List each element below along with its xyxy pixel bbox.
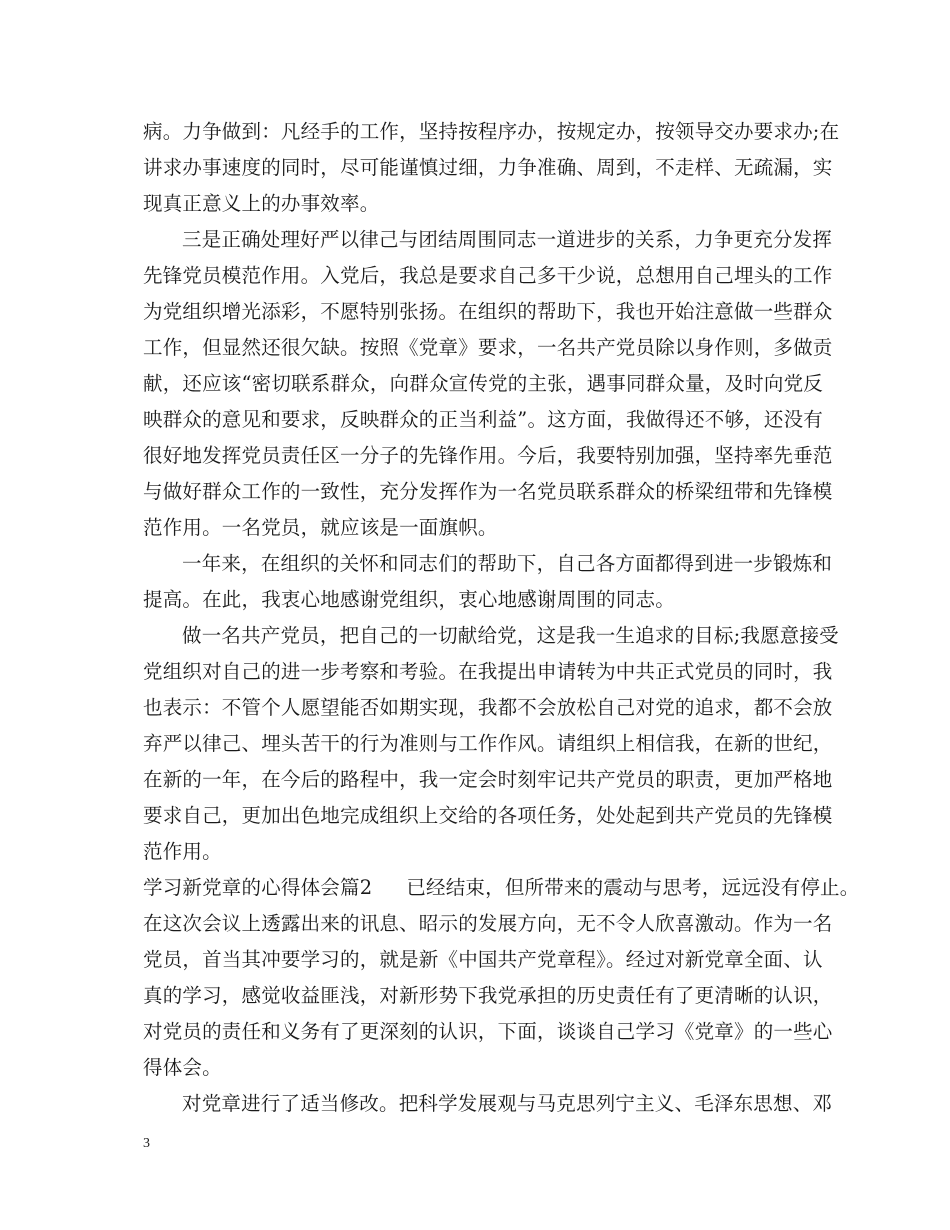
text-line: 要求自己，更加出色地完成组织上交给的各项任务，处处起到共产党员的先锋模 [143, 804, 833, 827]
paragraph-start-line: 一年来，在组织的关怀和同志们的帮助下，自己各方面都得到进一步锻炼和 [182, 552, 833, 575]
text-line: 献，还应该“密切联系群众，向群众宣传党的主张，遇事同群众量，及时向党反 [143, 372, 823, 395]
text-line: 提高。在此，我衷心地感谢党组织，衷心地感谢周围的同志。 [143, 588, 675, 611]
text-line: 范作用。一名党员，就应该是一面旗帜。 [143, 516, 498, 539]
text-line: 很好地发挥党员责任区一分子的先锋作用。今后，我要特别加强，坚持率先垂范 [143, 444, 833, 467]
paragraph-start-line: 对党章进行了适当修改。把科学发展观与马克思列宁主义、毛泽东思想、邓 [182, 1092, 833, 1115]
text-line: 真的学习，感觉收益匪浅，对新形势下我党承担的历史责任有了更清晰的认识， [143, 984, 833, 1007]
text-line: 弃严以律己、埋头苦干的行为准则与工作作风。请组织上相信我，在新的世纪， [143, 732, 833, 755]
text-line: 在新的一年，在今后的路程中，我一定会时刻牢记共产党员的职责，更加严格地 [143, 768, 833, 791]
text-line: 病。力争做到：凡经手的工作，坚持按程序办，按规定办，按领导交办要求办;在 [143, 120, 840, 143]
text-line: 讲求办事速度的同时，尽可能谨慎过细，力争准确、周到，不走样、无疏漏，实 [143, 156, 833, 179]
text-line: 党员，首当其冲要学习的，就是新《中国共产党章程》。经过对新党章全面、认 [143, 948, 823, 971]
text-line: 映群众的意见和要求，反映群众的正当利益”。这方面，我做得还不够，还没有 [143, 408, 823, 431]
text-line: 与做好群众工作的一致性，充分发挥作为一名党员联系群众的桥梁纽带和先锋模 [143, 480, 833, 503]
text-line: 为党组织增光添彩，不愿特别张扬。在组织的帮助下，我也开始注意做一些群众 [143, 300, 833, 323]
text-line: 对党员的责任和义务有了更深刻的认识，下面，谈谈自己学习《党章》的一些心 [143, 1020, 833, 1043]
paragraph-start-line: 做一名共产党员，把自己的一切献给党，这是我一生追求的目标;我愿意接受 [182, 624, 839, 647]
text-line: 先锋党员模范作用。入党后，我总是要求自己多干少说，总想用自己埋头的工作 [143, 264, 833, 287]
text-line: 党组织对自己的进一步考察和考验。在我提出申请转为中共正式党员的同时，我 [143, 660, 833, 683]
text-line: 现真正意义上的办事效率。 [143, 192, 380, 215]
paragraph-start-line: 三是正确处理好严以律己与团结周围同志一道进步的关系，力争更充分发挥 [182, 228, 833, 251]
text-line: 在这次会议上透露出来的讯息、昭示的发展方向，无不令人欣喜激动。作为一名 [143, 912, 833, 935]
section-heading-text: 已经结束，但所带来的震动与思考，远远没有停止。 [406, 876, 860, 899]
text-line: 工作，但显然还很欠缺。按照《党章》要求，一名共产党员除以身作则，多做贡 [143, 336, 833, 359]
page-number: 3 [143, 1136, 150, 1151]
section-heading-title: 学习新党章的心得体会篇2 [143, 876, 373, 899]
document-body [143, 114, 860, 1122]
text-line: 范作用。 [143, 840, 222, 863]
text-line: 也表示：不管个人愿望能否如期实现，我都不会放松自己对党的追求，都不会放 [143, 696, 833, 719]
text-line: 得体会。 [143, 1056, 222, 1079]
section-heading-line [143, 870, 860, 906]
